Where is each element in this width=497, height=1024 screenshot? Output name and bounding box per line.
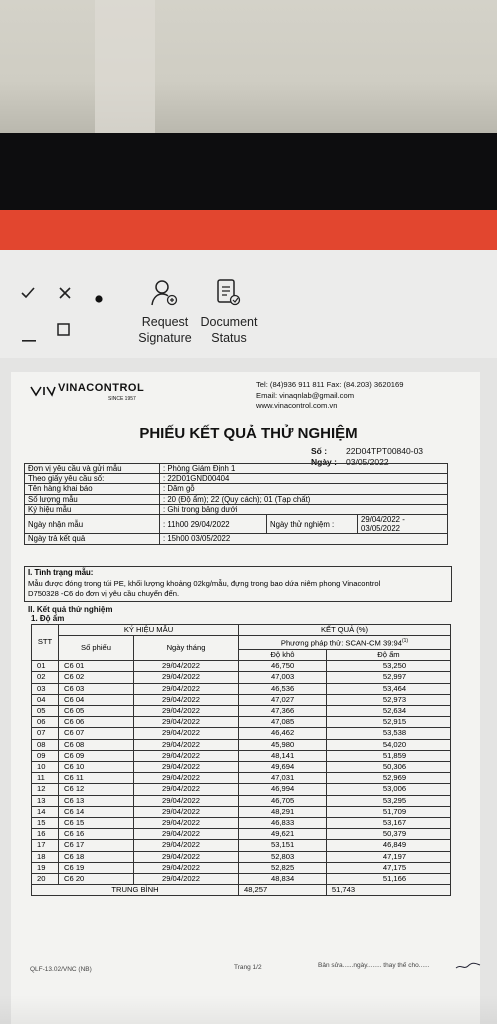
row-stt: 05 — [32, 705, 59, 716]
info-label: Ký hiệu mẫu — [25, 504, 160, 514]
info-value: : 11h00 29/04/2022 — [160, 515, 267, 534]
table-row — [32, 717, 451, 728]
row-stt: 04 — [32, 694, 59, 705]
table-row — [32, 661, 451, 672]
table-row — [32, 795, 451, 806]
company-email: Email: vinaqnlab@gmail.com — [256, 391, 355, 400]
table-row — [32, 728, 451, 739]
row-sample-no: C6 20 — [59, 874, 134, 885]
row-stt: 12 — [32, 784, 59, 795]
row-stt: 20 — [32, 874, 59, 885]
col-doam: Độ ẩm — [326, 649, 450, 660]
row-date: 29/04/2022 — [134, 851, 239, 862]
average-label: TRUNG BÌNH — [32, 885, 239, 896]
row-moisture: 47,175 — [326, 862, 450, 873]
row-sample-no: C6 17 — [59, 840, 134, 851]
row-date: 29/04/2022 — [134, 784, 239, 795]
row-dry: 46,994 — [239, 784, 327, 795]
row-dry: 46,833 — [239, 817, 327, 828]
row-moisture: 53,538 — [326, 728, 450, 739]
row-date: 29/04/2022 — [134, 795, 239, 806]
row-stt: 16 — [32, 829, 59, 840]
row-date: 29/04/2022 — [134, 728, 239, 739]
row-stt: 14 — [32, 806, 59, 817]
row-dry: 49,621 — [239, 829, 327, 840]
sample-condition-heading: I. Tình trạng mẫu: — [28, 568, 94, 577]
header-blurred-text — [0, 210, 497, 250]
signing-toolbar — [0, 250, 497, 358]
row-moisture: 50,379 — [326, 829, 450, 840]
row-dry: 46,750 — [239, 661, 327, 672]
row-sample-no: C6 01 — [59, 661, 134, 672]
col-kyhieu: KÝ HIỆU MẪU — [59, 625, 239, 636]
row-date: 29/04/2022 — [134, 694, 239, 705]
row-stt: 06 — [32, 717, 59, 728]
row-dry: 46,705 — [239, 795, 327, 806]
row-dry: 53,151 — [239, 840, 327, 851]
report-date-label: Ngày : — [311, 457, 337, 467]
row-dry: 52,803 — [239, 851, 327, 862]
request-signature-label-line2: Signature — [138, 331, 192, 345]
row-moisture: 53,250 — [326, 661, 450, 672]
table-row — [32, 694, 451, 705]
test-date-label: Ngày thử nghiệm : — [267, 515, 358, 534]
dot-icon[interactable] — [95, 290, 103, 308]
app-header-bar — [0, 210, 497, 250]
table-row — [32, 829, 451, 840]
info-label: Số lượng mẫu — [25, 494, 160, 504]
row-dry: 47,027 — [239, 694, 327, 705]
row-date: 29/04/2022 — [134, 862, 239, 873]
table-row — [32, 840, 451, 851]
col-method-sup: (1) — [401, 638, 409, 645]
row-sample-no: C6 11 — [59, 773, 134, 784]
row-date: 29/04/2022 — [134, 750, 239, 761]
row-moisture: 52,997 — [326, 672, 450, 683]
row-stt: 08 — [32, 739, 59, 750]
row-moisture: 52,634 — [326, 705, 450, 716]
info-value: : 15h00 03/05/2022 — [160, 534, 448, 544]
page-number: Trang 1/2 — [234, 964, 262, 971]
row-stt: 02 — [32, 672, 59, 683]
table-row — [32, 817, 451, 828]
col-ngay: Ngày tháng — [134, 636, 239, 661]
row-moisture: 53,167 — [326, 817, 450, 828]
row-dry: 47,031 — [239, 773, 327, 784]
table-row — [32, 705, 451, 716]
row-sample-no: C6 19 — [59, 862, 134, 873]
document-status-button[interactable] — [198, 278, 260, 348]
row-sample-no: C6 07 — [59, 728, 134, 739]
row-date: 29/04/2022 — [134, 761, 239, 772]
row-stt: 07 — [32, 728, 59, 739]
info-value: : 20 (Độ ẩm); 22 (Quy cách); 01 (Tạp chất) — [160, 494, 448, 504]
row-moisture: 50,306 — [326, 761, 450, 772]
table-row — [32, 683, 451, 694]
table-row — [32, 773, 451, 784]
x-icon[interactable] — [58, 286, 72, 305]
row-stt: 13 — [32, 795, 59, 806]
row-sample-no: C6 06 — [59, 717, 134, 728]
report-number: 22D04TPT00840-03 — [346, 446, 424, 456]
info-value: : Phòng Giám Định 1 — [160, 464, 448, 474]
row-moisture: 53,295 — [326, 795, 450, 806]
row-date: 29/04/2022 — [134, 672, 239, 683]
row-stt: 17 — [32, 840, 59, 851]
row-sample-no: C6 15 — [59, 817, 134, 828]
row-sample-no: C6 10 — [59, 761, 134, 772]
row-date: 29/04/2022 — [134, 739, 239, 750]
row-date: 29/04/2022 — [134, 773, 239, 784]
col-dokho: Độ khô — [239, 649, 327, 660]
info-label: Ngày trả kết quả — [25, 534, 160, 544]
row-date: 29/04/2022 — [134, 874, 239, 885]
moisture-results-table — [31, 624, 451, 896]
row-stt: 03 — [32, 683, 59, 694]
info-value: : Dăm gỗ — [160, 484, 448, 494]
table-row — [32, 672, 451, 683]
row-moisture: 47,197 — [326, 851, 450, 862]
row-stt: 18 — [32, 851, 59, 862]
row-sample-no: C6 18 — [59, 851, 134, 862]
table-row — [32, 739, 451, 750]
row-dry: 46,536 — [239, 683, 327, 694]
row-dry: 47,366 — [239, 705, 327, 716]
row-date: 29/04/2022 — [134, 705, 239, 716]
request-signature-button[interactable] — [136, 278, 194, 348]
row-date: 29/04/2022 — [134, 661, 239, 672]
info-label: Ngày nhận mẫu — [25, 515, 160, 534]
sample-condition-line1: Mẫu được đóng trong túi PE, khối lượng khoảng 02kg/mẫu, đựng trong bao dứa niêm phong Vinacontrol — [28, 579, 381, 588]
company-since: SINCE 1957 — [108, 396, 136, 402]
row-stt: 19 — [32, 862, 59, 873]
row-sample-no: C6 02 — [59, 672, 134, 683]
row-sample-no: C6 13 — [59, 795, 134, 806]
row-moisture: 51,709 — [326, 806, 450, 817]
row-moisture: 46,849 — [326, 840, 450, 851]
row-stt: 01 — [32, 661, 59, 672]
row-moisture: 54,020 — [326, 739, 450, 750]
square-icon[interactable] — [57, 323, 71, 342]
table-row — [32, 862, 451, 873]
sample-condition-line2: D750328 -C6 do đơn vị yêu cầu chuyển đến. — [28, 589, 180, 598]
row-date: 29/04/2022 — [134, 829, 239, 840]
row-dry: 47,085 — [239, 717, 327, 728]
form-code: QLF-13.02/VNC (NB) — [30, 966, 92, 973]
sample-info-table — [24, 463, 448, 545]
row-stt: 09 — [32, 750, 59, 761]
table-row — [32, 784, 451, 795]
row-dry: 47,003 — [239, 672, 327, 683]
row-sample-no: C6 04 — [59, 694, 134, 705]
row-date: 29/04/2022 — [134, 717, 239, 728]
col-method — [239, 636, 451, 650]
moisture-subheading: 1. Độ ẩm — [31, 614, 65, 623]
company-website: www.vinacontrol.com.vn — [256, 401, 338, 410]
average-moisture: 51,743 — [326, 885, 450, 896]
signature-scribble-icon — [455, 958, 481, 976]
info-label: Đơn vị yêu cầu và gửi mẫu — [25, 464, 160, 474]
row-stt: 15 — [32, 817, 59, 828]
row-sample-no: C6 05 — [59, 705, 134, 716]
row-sample-no: C6 08 — [59, 739, 134, 750]
info-value: : Ghi trong bảng dưới — [160, 504, 448, 514]
table-row — [32, 851, 451, 862]
table-row — [32, 761, 451, 772]
sample-condition-box — [24, 566, 452, 602]
company-tel: Tel: (84)936 911 811 Fax: (84.203) 3620169 — [256, 380, 404, 389]
average-dry: 48,257 — [239, 885, 327, 896]
document-status-icon — [215, 278, 243, 313]
device-bezel — [0, 133, 497, 213]
row-moisture: 52,969 — [326, 773, 450, 784]
row-stt: 11 — [32, 773, 59, 784]
row-dry: 46,462 — [239, 728, 327, 739]
row-dry: 49,694 — [239, 761, 327, 772]
col-stt: STT — [32, 625, 59, 661]
background-door — [95, 0, 155, 135]
row-date: 29/04/2022 — [134, 683, 239, 694]
col-ketqua: KẾT QUẢ (%) — [239, 625, 451, 636]
info-value: : 22D01GND00404 — [160, 474, 448, 484]
row-sample-no: C6 14 — [59, 806, 134, 817]
table-row — [32, 874, 451, 885]
document-title: PHIẾU KẾT QUẢ THỬ NGHIỆM — [139, 425, 358, 442]
row-date: 29/04/2022 — [134, 806, 239, 817]
info-label: Tên hàng khai báo — [25, 484, 160, 494]
checkmark-icon[interactable] — [20, 286, 36, 305]
report-number-label: Số : — [311, 446, 328, 456]
row-sample-no: C6 16 — [59, 829, 134, 840]
results-heading: II. Kết quả thử nghiệm — [28, 605, 113, 614]
revision-note: Bản sửa......ngày........ thay thế cho...... — [318, 962, 430, 969]
row-date: 29/04/2022 — [134, 840, 239, 851]
test-date-value: 29/04/2022 - 03/05/2022 — [358, 515, 448, 534]
minus-icon[interactable] — [22, 330, 36, 348]
row-moisture: 51,166 — [326, 874, 450, 885]
row-dry: 48,834 — [239, 874, 327, 885]
row-dry: 48,291 — [239, 806, 327, 817]
info-label: Theo giấy yêu cầu số: — [25, 474, 160, 484]
bottom-shadow — [0, 995, 497, 1024]
request-signature-icon — [150, 278, 180, 313]
row-dry: 45,980 — [239, 739, 327, 750]
row-moisture: 53,006 — [326, 784, 450, 795]
table-row — [32, 750, 451, 761]
request-signature-label-line1: Request — [141, 315, 189, 329]
row-sample-no: C6 03 — [59, 683, 134, 694]
row-sample-no: C6 09 — [59, 750, 134, 761]
vinacontrol-logo-icon — [30, 384, 56, 402]
row-moisture: 53,464 — [326, 683, 450, 694]
row-dry: 48,141 — [239, 750, 327, 761]
row-moisture: 52,915 — [326, 717, 450, 728]
row-moisture: 51,859 — [326, 750, 450, 761]
row-moisture: 52,973 — [326, 694, 450, 705]
report-date: 03/05/2022 — [346, 457, 389, 467]
col-sophieu: Số phiếu — [59, 636, 134, 661]
row-sample-no: C6 12 — [59, 784, 134, 795]
col-method-text: Phương pháp thử: SCAN-CM 39:94 — [280, 638, 402, 648]
document-status-label-line1: Document — [200, 315, 258, 329]
row-dry: 52,825 — [239, 862, 327, 873]
company-name: VINACONTROL — [58, 382, 145, 394]
row-date: 29/04/2022 — [134, 817, 239, 828]
table-row — [32, 806, 451, 817]
document-status-label-line2: Status — [211, 331, 247, 345]
row-stt: 10 — [32, 761, 59, 772]
background-room — [0, 0, 497, 135]
